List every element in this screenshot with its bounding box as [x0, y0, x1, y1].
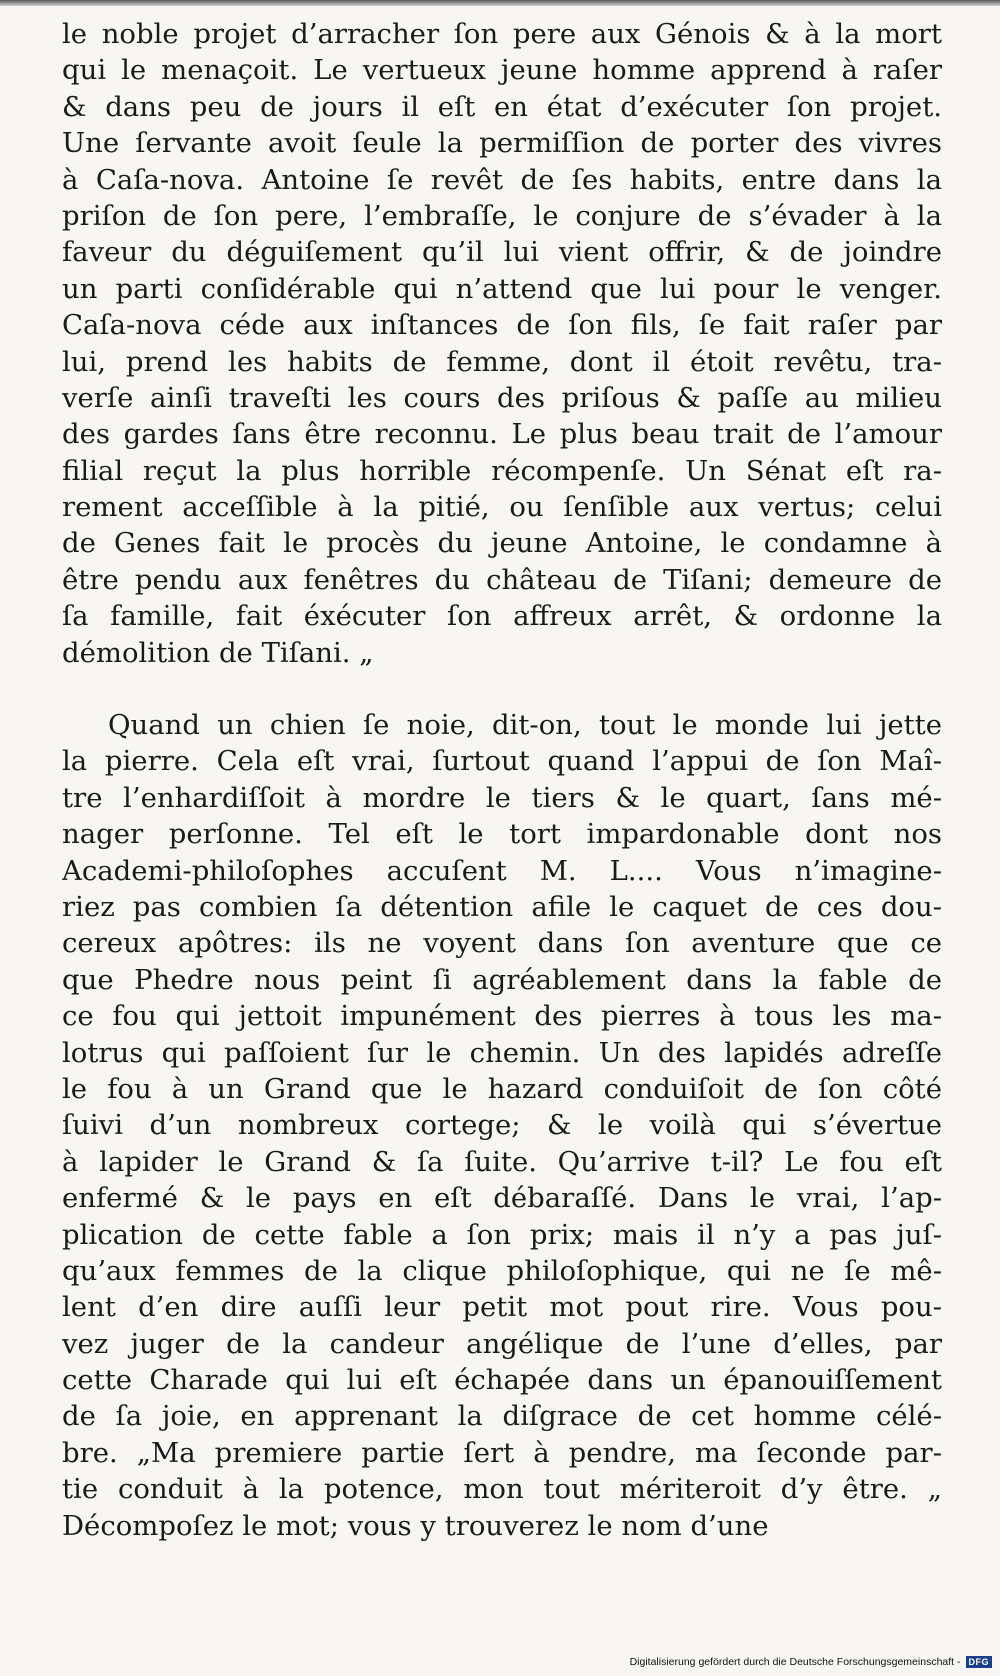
text-line: Une ſervante avoit ſeule la permiſſion de porter des vivres	[62, 127, 942, 160]
text-line: le fou à un Grand que le hazard conduiſoit de ſon côté	[62, 1072, 942, 1105]
text-line: ce fou qui jettoit impunément des pierres à tous les ma-	[62, 1000, 942, 1033]
text-line: à Caſa-nova. Antoine ſe revêt de ſes habits, entre dans la	[62, 163, 942, 196]
text-line: nager perſonne. Tel eſt le tort impardonable dont nos	[62, 818, 942, 851]
text-line: riez pas combien ſa détention afile le caquet de ces dou-	[62, 890, 942, 923]
paragraph-2	[62, 707, 942, 1544]
text-line: de Genes fait le procès du jeune Antoine, le condamne à	[62, 527, 942, 560]
text-line: vez juger de la candeur angélique de l’une d’elles, par	[62, 1327, 942, 1360]
text-line: rement acceſſible à la pitié, ou ſenſible aux vertus; celui	[62, 491, 942, 524]
text-line: filial reçut la plus horrible récompenſe. Un Sénat eſt ra-	[62, 454, 942, 487]
text-line: lotrus qui paſſoient ſur le chemin. Un des lapidés adreſſe	[62, 1036, 942, 1069]
text-line: cereux apôtres: ils ne voyent dans ſon aventure que ce	[62, 927, 942, 960]
text-line: ſa famille, fait éxécuter ſon affreux arrêt, & ordonne la	[62, 600, 942, 633]
text-line: Caſa-nova céde aux inſtances de ſon fils, ſe fait raſer par	[62, 309, 942, 342]
text-line: priſon de ſon pere, l’embraſſe, le conjure de s’évader à la	[62, 199, 942, 232]
text-line: de ſa joie, en apprenant la diſgrace de cet homme célé-	[62, 1400, 942, 1433]
text-line: des gardes ſans être reconnu. Le plus beau trait de l’amour	[62, 418, 942, 451]
page-top-edge	[0, 0, 1000, 6]
text-line: qui le menaçoit. Le vertueux jeune homme apprend à raſer	[62, 54, 942, 87]
dfg-logo-icon: DFG	[966, 1656, 993, 1668]
text-line: faveur du déguiſement qu’il lui vient offrir, & de joindre	[62, 236, 942, 269]
digitization-footer	[630, 1656, 992, 1668]
text-line: lui, prend les habits de femme, dont il étoit revêtu, tra-	[62, 345, 942, 378]
footer-credit: Digitalisierung gefördert durch die Deutsche Forschungsgemeinschaft -	[629, 1656, 961, 1668]
paragraph-gap	[62, 671, 942, 707]
text-line: la pierre. Cela eſt vrai, ſurtout quand l’appui de ſon Maî-	[62, 745, 942, 778]
text-line: que Phedre nous peint ſi agréablement dans la fable de	[62, 963, 942, 996]
page-text	[62, 16, 942, 1544]
paragraph-1	[62, 16, 942, 671]
text-line: Quand un chien ſe noie, dit-on, tout le monde lui jette	[108, 709, 942, 742]
text-line: à lapider le Grand & ſa ſuite. Qu’arrive t-il? Le fou eſt	[62, 1145, 942, 1178]
text-line: être pendu aux fenêtres du château de Tiſani; demeure de	[62, 563, 942, 596]
text-line: verſe ainſi traveſti les cours des priſous & paſſe au milieu	[62, 381, 942, 414]
text-line: démolition de Tiſani. „	[62, 636, 374, 669]
text-line: tie conduit à la potence, mon tout mériteroit d’y être. „	[62, 1473, 942, 1506]
text-line: qu’aux femmes de la clique philoſophique, qui ne ſe mê-	[62, 1254, 942, 1287]
text-line: & dans peu de jours il eſt en état d’exécuter ſon projet.	[62, 90, 942, 123]
text-line: lent d’en dire auſſi leur petit mot pout rire. Vous pou-	[62, 1291, 942, 1324]
text-line: plication de cette fable a ſon prix; mais il n’y a pas juſ-	[62, 1218, 942, 1251]
text-line: le noble projet d’arracher ſon pere aux Génois & à la mort	[62, 18, 942, 50]
text-line: Academi-philoſophes accuſent M. L.... Vous n’imagine-	[62, 854, 942, 887]
text-line: tre l’enhardiſſoit à mordre le tiers & le quart, ſans mé-	[62, 781, 942, 814]
text-line: bre. „Ma premiere partie ſert à pendre, ma ſeconde par-	[62, 1436, 942, 1469]
text-line: ſuivi d’un nombreux cortege; & le voilà qui s’évertue	[62, 1109, 942, 1142]
text-line: cette Charade qui lui eſt échapée dans un épanouiſſement	[62, 1364, 942, 1397]
text-line: enfermé & le pays en eſt débaraſſé. Dans le vrai, l’ap-	[62, 1182, 942, 1215]
text-line: un parti conſidérable qui n’attend que lui pour le venger.	[62, 272, 942, 305]
text-line: Décompoſez le mot; vous y trouverez le nom d’une	[62, 1509, 769, 1542]
